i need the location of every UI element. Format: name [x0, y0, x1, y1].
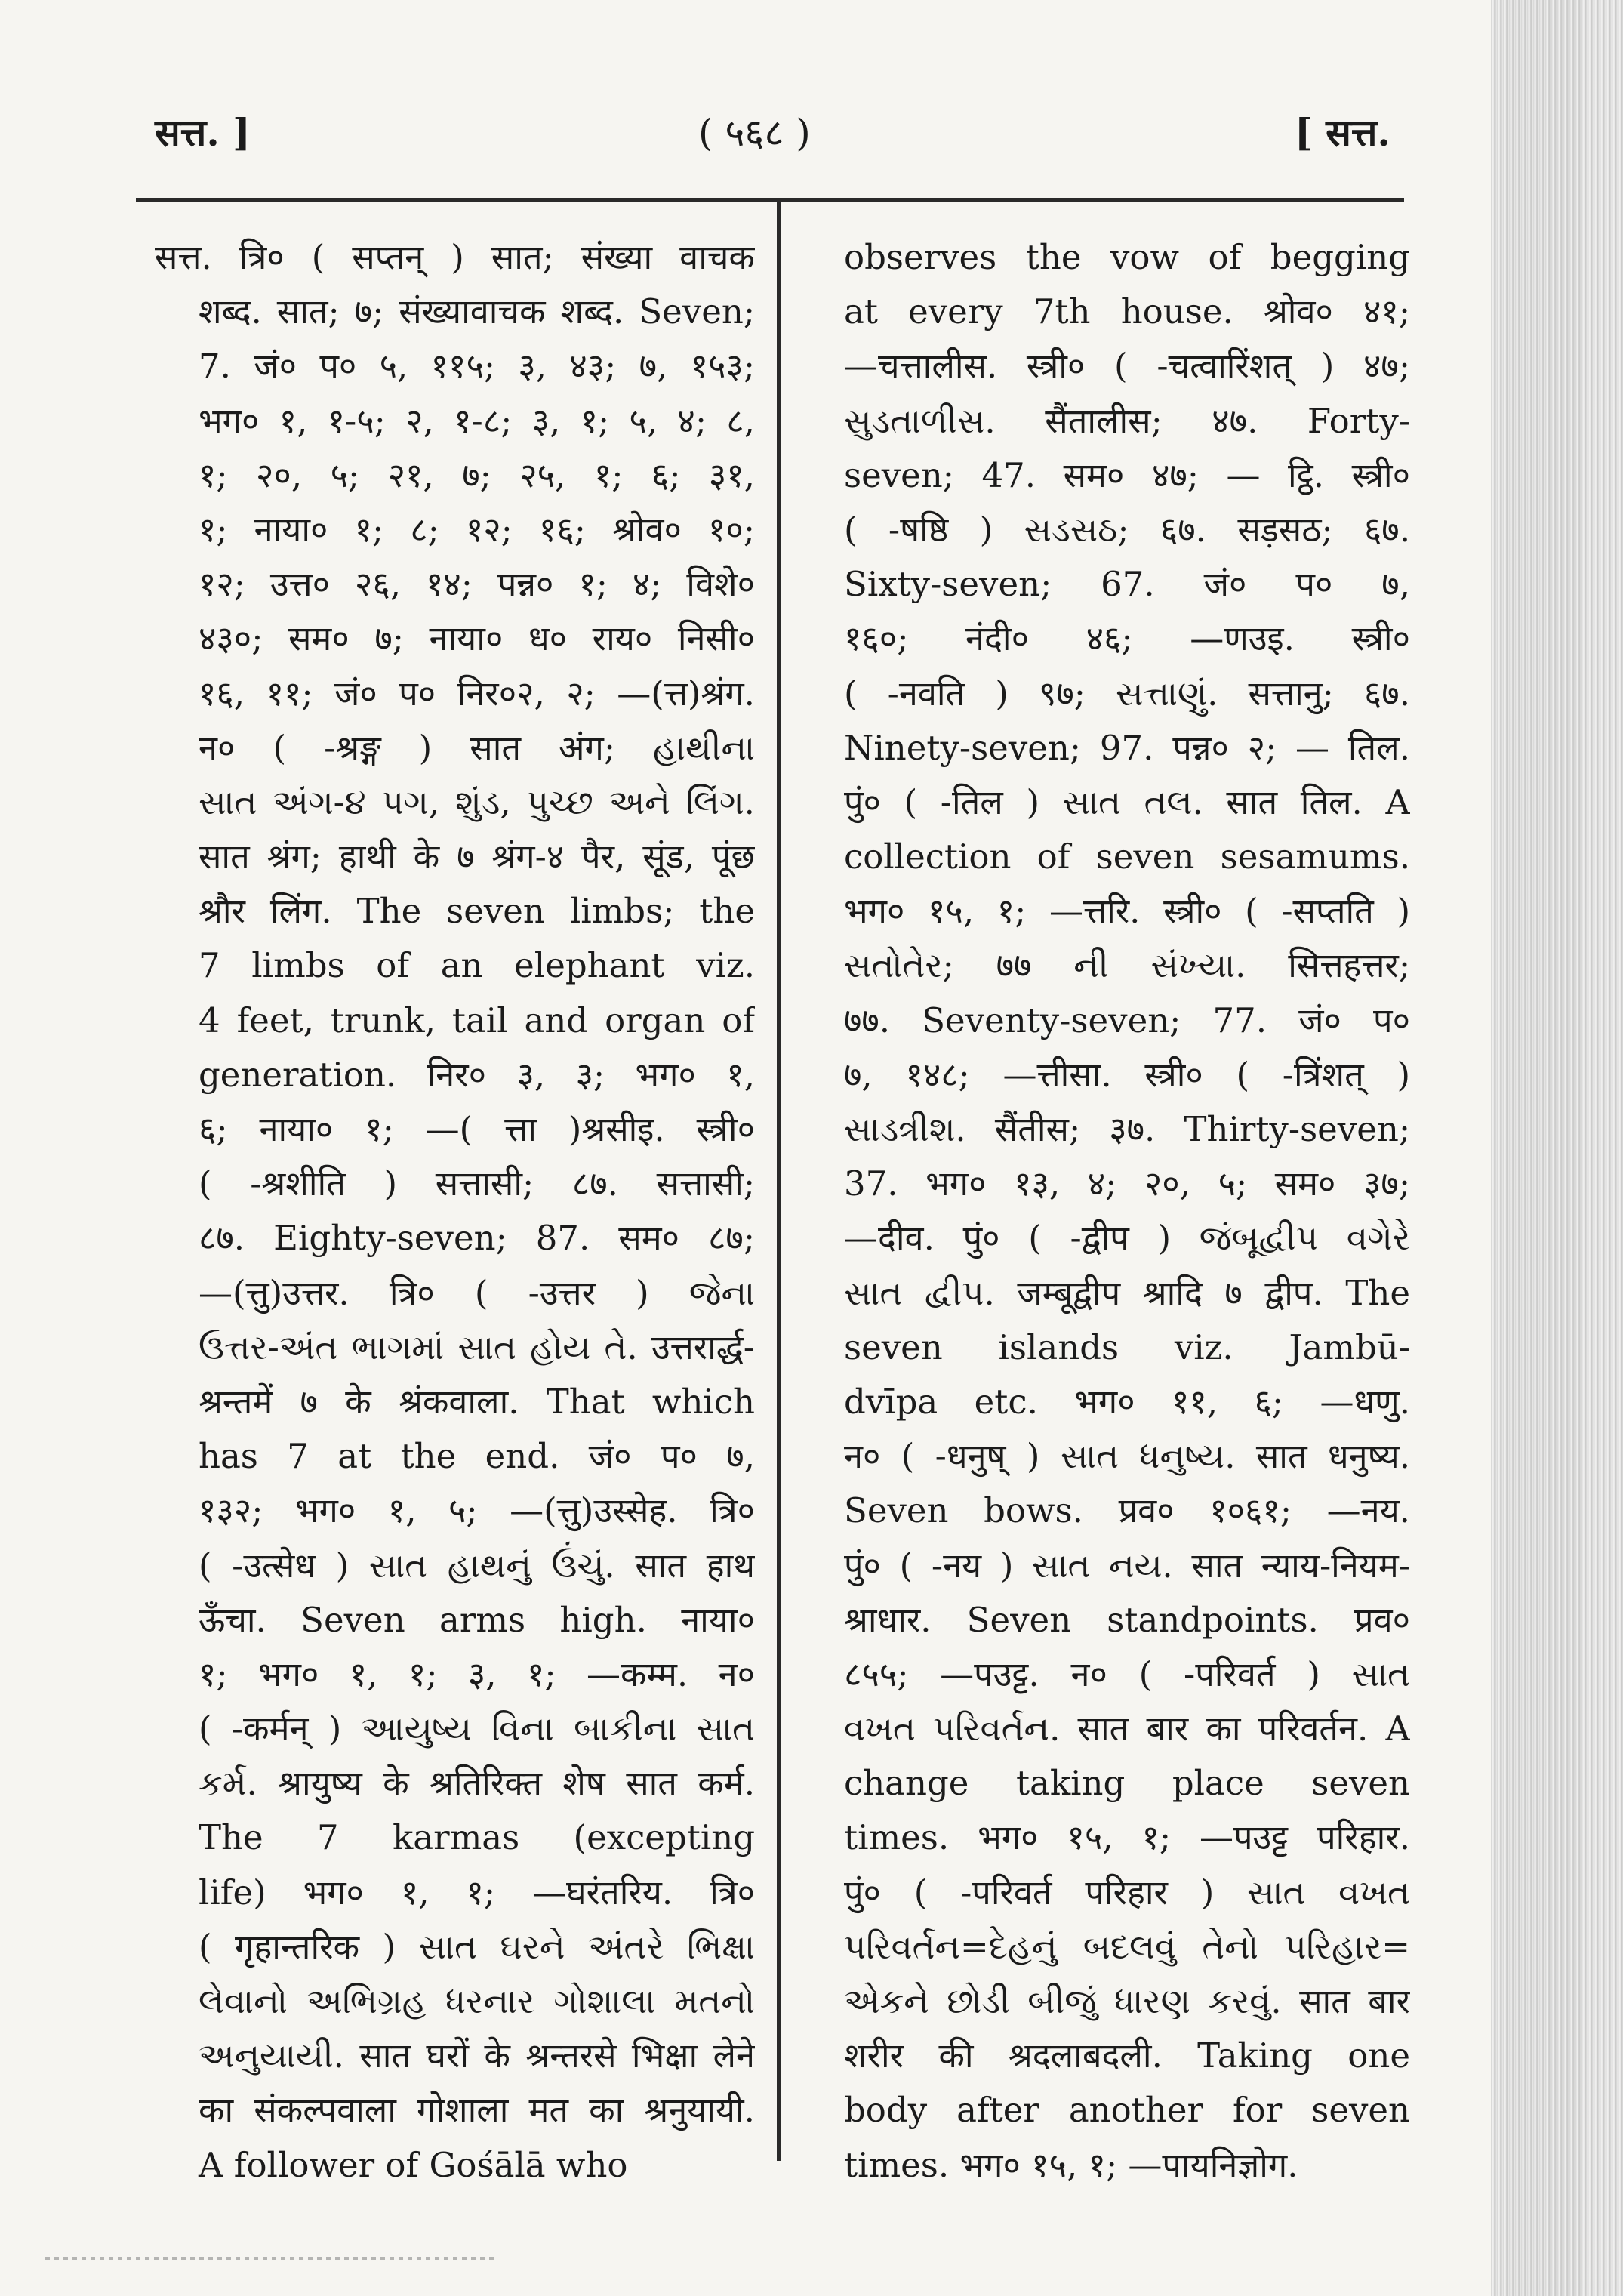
- text-line: સાત દ્વીપ. जम्बूद्वीप श्रादि ७ द्वीप. The: [844, 1272, 1410, 1313]
- page-number: ( ५६८ ): [698, 111, 811, 155]
- header-rule: [136, 198, 1404, 202]
- text-line: १२; उत्त० २६, १४; पन्न० १; ४; विशे०: [199, 564, 755, 605]
- text-line: शरीर की श्रदलाबदली. Taking one: [844, 2036, 1410, 2076]
- text-line: times. भग० १५, १; —पायनिज्ञोग.: [844, 2144, 1298, 2185]
- text-line: —चत्तालीस. स्त्री० ( -चत्वारिंशत् ) ४७;: [844, 346, 1410, 387]
- text-line: times. भग० १५, १; —पउट्ट परिहार.: [844, 1817, 1410, 1858]
- text-line: पुं० ( -नय ) સાત નય. सात न्याय-नियम-: [844, 1545, 1410, 1586]
- text-line: १३२; भग० १, ५; —(त्तु)उस्सेह. त्रि०: [199, 1490, 755, 1531]
- text-line: પરિવર્તન=દેહનું બદલવું તેનો પરિહાર=: [844, 1926, 1410, 1967]
- text-line: ( गृहान्तरिक ) સાત ઘરને અંતરે ભિક્ષા: [199, 1926, 755, 1967]
- text-line: का संकल्पवाला गोशाला मत का श्रनुयायी.: [199, 2090, 755, 2131]
- text-line: ४३०; सम० ७; नाया० ध० राय० निसी०: [199, 618, 755, 659]
- text-line: १; नाया० १; ८; १२; १६; श्रोव० १०;: [199, 509, 755, 550]
- text-line: એકને છોડી બીજું ધારણ કરવું. सात बार: [844, 1981, 1410, 2021]
- text-line: पुं० ( -परिवर्त परिहार ) સાત વખત: [844, 1872, 1410, 1912]
- text-line: ८५५; —पउट्ट. न० ( -परिवर्त ) સાત: [844, 1653, 1410, 1694]
- text-line: ( -नवति ) ९७; સત્તાણું. सत्तानु; ६७.: [844, 673, 1410, 713]
- text-line: ( -षष्ठि ) સડસઠ; ६७. सड़सठ; ६७.: [844, 509, 1410, 550]
- text-line: Sixty-seven; 67. जं० प० ७,: [844, 564, 1410, 605]
- text-line: १६०; नंदी० ४६; —णउइ. स्त्री०: [844, 618, 1410, 659]
- text-line: body after another for seven: [844, 2090, 1410, 2131]
- text-line: Seven bows. प्रव० १०६१; —नय.: [844, 1490, 1410, 1531]
- text-line: ઉત્તર-અંત ભાગમાં સાત હોય તે. उत्तरार्द्ध-: [199, 1327, 755, 1367]
- text-line: पुं० ( -तिल ) સાત તલ. सात तिल. A: [844, 781, 1410, 822]
- text-line: ८७. Eighty-seven; 87. सम० ८७;: [199, 1218, 755, 1259]
- text-line: 37. भग० १३, ४; २०, ५; सम० ३७;: [844, 1163, 1410, 1204]
- text-line: १; २०, ५; २१, ७; २५, १; ६; ३१,: [199, 455, 755, 495]
- text-line: A follower of Gośālā who: [199, 2144, 628, 2185]
- page-edge-shadow: [1491, 0, 1623, 2296]
- text-line: સાત અંગ-૪ પગ, શુંડ, પુચ્છ અને લિંગ.: [199, 781, 755, 822]
- text-line: न० ( -श्रङ्ग ) सात अंग; હાથીના: [199, 727, 755, 768]
- column-divider: [777, 198, 781, 2161]
- text-line: 7 limbs of an elephant viz.: [199, 945, 755, 986]
- text-line: observes the vow of begging: [844, 237, 1410, 277]
- header-right-headword: [ सत्त.: [1295, 110, 1390, 155]
- text-line: श्रौर लिंग. The seven limbs; the: [199, 891, 755, 932]
- text-line: Ninety-seven; 97. पन्न० २; — तिल.: [844, 727, 1410, 768]
- text-line: change taking place seven: [844, 1763, 1410, 1804]
- header-left-headword: सत्त. ]: [155, 110, 251, 155]
- text-line: ७७. Seventy-seven; 77. जं० प०: [844, 1000, 1410, 1040]
- text-line: સાડત્રીશ. सैंतीस; ३७. Thirty-seven;: [844, 1109, 1410, 1149]
- text-line: श्राधार. Seven standpoints. प्रव०: [844, 1599, 1410, 1640]
- left-column: [155, 230, 755, 2193]
- text-line: भग० १५, १; —त्तरि. स्त्री० ( -सप्तति ): [844, 891, 1410, 932]
- text-line: ऊँचा. Seven arms high. नाया०: [199, 1599, 755, 1640]
- scan-artifact: [45, 2257, 498, 2260]
- text-line: at every 7th house. श्रोव० ४१;: [844, 291, 1410, 332]
- text-line: seven; 47. सम० ४७; — ट्ठि. स्त्री०: [844, 455, 1410, 495]
- text-line: life) भग० १, १; —घरंतरिय. त्रि०: [199, 1872, 755, 1912]
- text-line: —दीव. पुं० ( -द्वीप ) જંબૂદ્વીપ વગેરે: [844, 1218, 1410, 1259]
- text-line: श्रन्तमें ७ के श्रंकवाला. That which: [199, 1381, 755, 1422]
- right-column: [844, 230, 1410, 2193]
- text-line: કર્મ. श्रायुष्य के श्रतिरिक्त शेष सात कर्म.: [199, 1763, 755, 1804]
- text-line: seven islands viz. Jambū-: [844, 1327, 1410, 1367]
- text-line: લેવાનો અભિગ્રહ ધરનાર ગોશાલા મતનો: [199, 1981, 755, 2021]
- text-line: सत्त. त्रि० ( सप्तन् ) सात; संख्या वाचक: [155, 237, 755, 277]
- text-line: ( -श्रशीति ) सत्तासी; ८७. सत्तासी;: [199, 1163, 755, 1204]
- text-line: शब्द. सात; ७; संख्यावाचक शब्द. Seven;: [199, 291, 755, 332]
- text-line: ७, १४८; —त्तीसा. स्त्री० ( -त्रिंशत् ): [844, 1054, 1410, 1095]
- text-line: ( -कर्मन् ) આયુષ્ય વિના બાકીના સાત: [199, 1709, 755, 1749]
- text-line: —(त्तु)उत्तर. त्रि० ( -उत्तर ) જેના: [199, 1272, 755, 1313]
- text-line: सात श्रंग; हाथी के ७ श्रंग-४ पैर, सूंड, पूंछ: [199, 837, 755, 877]
- text-line: સતોતેર; ७७ ની સંખ્યા. सित्तहत्तर;: [844, 945, 1410, 986]
- text-line: ( -उत्सेध ) સાત હાથનું ઉંચું. सात हाथ: [199, 1545, 755, 1586]
- text-line: 4 feet, trunk, tail and organ of: [199, 1000, 755, 1040]
- text-line: has 7 at the end. जं० प० ७,: [199, 1436, 755, 1477]
- text-line: અનુયાયી. सात घरों के श्रन्तरसे भिक्षा लेने: [199, 2036, 755, 2076]
- text-line: The 7 karmas (excepting: [199, 1817, 755, 1858]
- text-line: સુડતાળીસ. सैंतालीस; ४७. Forty-: [844, 400, 1410, 441]
- text-line: generation. निर० ३, ३; भग० १,: [199, 1054, 755, 1095]
- text-line: न० ( -धनुष् ) સાત ધનુષ્ય. सात धनुष्य.: [844, 1436, 1410, 1477]
- text-line: વખત પરિવર્તન. सात बार का परिवर्तन. A: [844, 1709, 1410, 1749]
- text-line: १; भग० १, १; ३, १; —कम्म. न०: [199, 1653, 755, 1694]
- text-line: collection of seven sesamums.: [844, 837, 1410, 877]
- text-line: ६; नाया० १; —( त्ता )श्रसीइ. स्त्री०: [199, 1109, 755, 1149]
- text-line: भग० १, १-५; २, १-८; ३, १; ५, ४; ८,: [199, 400, 755, 441]
- text-line: १६, ११; जं० प० निर०२, २; —(त्त)श्रंग.: [199, 673, 755, 713]
- text-line: dvīpa etc. भग० ११, ६; —धणु.: [844, 1381, 1410, 1422]
- text-line: 7. जं० प० ५, ११५; ३, ४३; ७, १५३;: [199, 346, 755, 387]
